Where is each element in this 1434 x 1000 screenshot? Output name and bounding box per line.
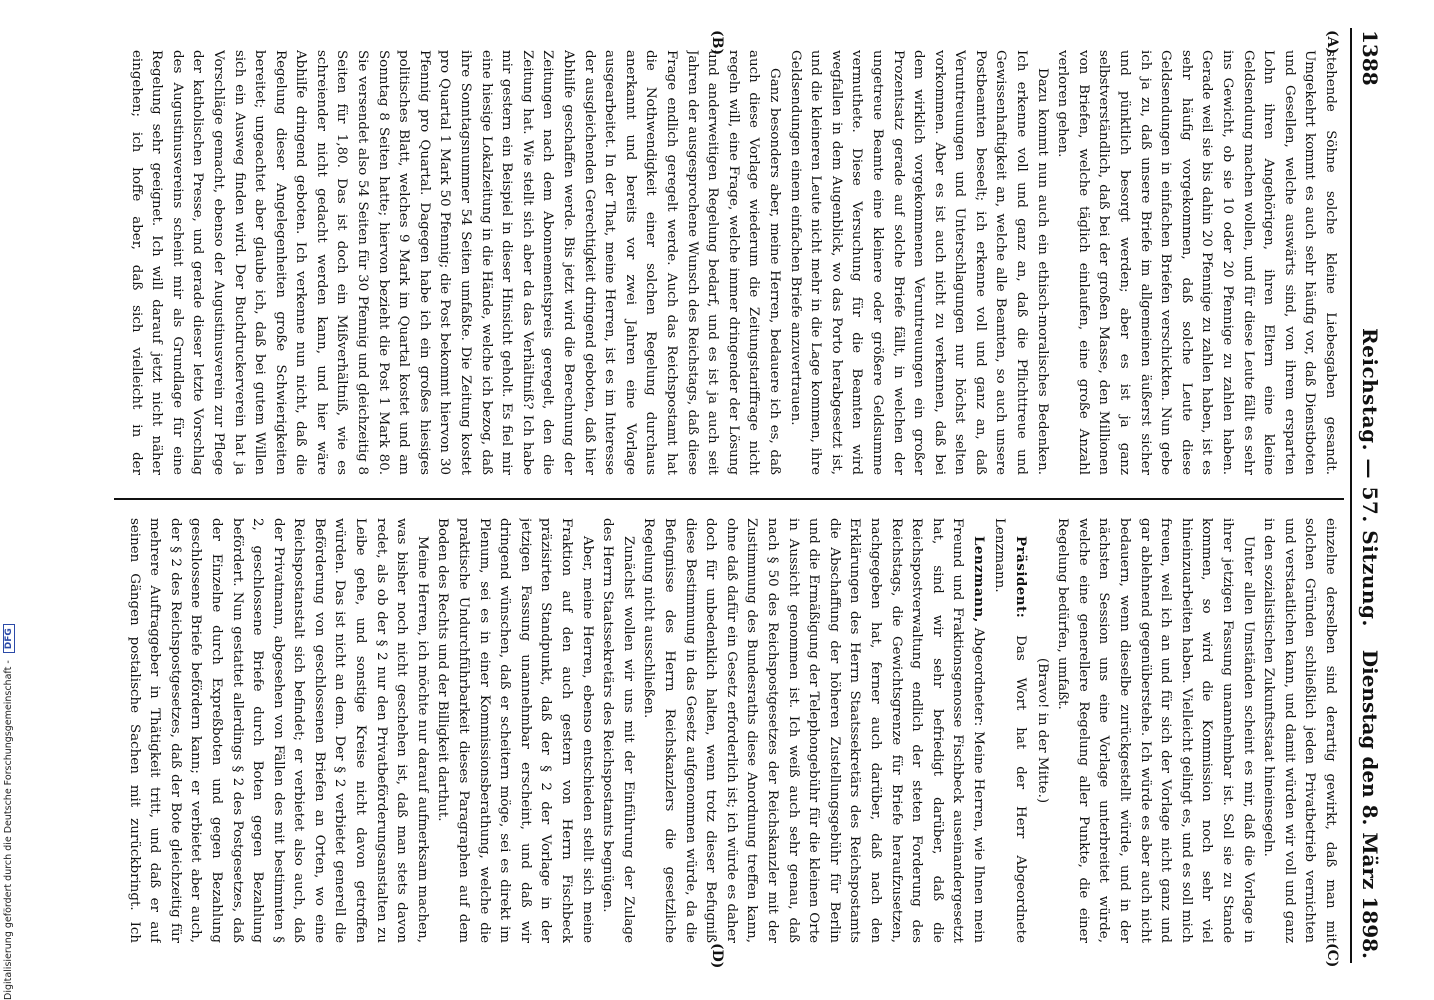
president-label: Präsident: [1013, 536, 1030, 619]
speaker-paragraph [638, 518, 989, 943]
paragraph: Ganz besonders aber, meine Herren, bedauere ich es, daß auch diese Vorlage wiederum die Zeitungstariffrage nicht regeln will, eine Frage, welche immer dringender der Lösung und anderweitigen Regelung bedarf, und es ist ja auch seit Jahren der ausgesprochene Wunsch des Reichstags, daß diese Frage endlich geregelt werde. Auch das Reichspostamt hat die Nothwendigkeit einer solchen Regelung durchaus anerkannt und bereits vor zwei Jahren eine Vorlage ausgearbeitet. In der That, meine Herren, ist es im Interesse der ausgleichenden Gerechtigkeit dringend geboten, daß hier Abhilfe geschaffen werde. Bis jetzt wird die Berechnung der Zeitungen nach dem Abonnementspreis geregelt, den die Zeitung hat. Wie stellt sich aber da das Verhältniß? Ich habe mir gestern ein Beispiel in dieser Hinsicht geholt. Es fiel mir eine hiesige Lokalzeitung in die Hände, welche ich bezog, daß ihre Sonntagsnummer 54 Seiten umfaßte. Die Zeitung kostet pro Quartal 1 Mark 50 Pfennig; die Post bekommt hiervon 30 Pfennig pro Quartal. Dagegen habe ich ein großes hiesiges politisches Blatt, welches 9 Mark im Quartal kostet und am Sonntag 8 Seiten hatte; hiervon bezieht die Post 1 Mark 80. Sie versendet also 54 Seiten für 30 Pfennig und gleichzeitig 8 Seiten für 1,80. Das ist doch ein Mißverhältniß, wie es schreiender nicht gedacht werden kann, und hier wäre Abhilfe dringend geboten. Ich verkenne nun nicht, daß die Regelung dieser Angelegenheiten große Schwierigkeiten bereitet; ungeachtet aber glaube ich, daß bei gutem Willen sich ein Ausweg finden wird. Der Buchdruckerverein hat ja Vorschläge gemacht, ebenso der Augustinusverein zur Pflege der katholischen Presse, und gerade dieser letzte Vorschlag des Augustinusvereins scheint mir als Grundlage für eine Regelung sehr geeignet. Ich will darauf jetzt nicht näher eingehen; ich hoffe aber, daß sich vielleicht in der [128, 50, 782, 475]
right-text-column [125, 518, 1340, 943]
paragraph: stehende Söhne solche kleine Liebesgaben gesandt. Umgekehrt kommt es auch sehr häufig vor, daß Dienstboten und Gesellen, welche auswärts sind, von ihrem ersparten Lohn ihren Angehörigen, ihren Eltern eine kleine Geldsendung machen wollen, und für diese Leute fällt es sehr ins Gewicht, ob sie 10 oder 20 Pfennige zu zahlen haben. Gerade weil sie bis dahin 20 Pfennige zu zahlen haben, ist es sehr häufig vorgekommen, daß solche Leute diese Geldsendungen in einfachen Briefen verschickten. Nun gebe ich ja zu, daß unsere Briefe im allgemeinen äußerst sicher und pünktlich besorgt werden; aber es ist ja ganz selbstverständlich, daß bei der großen Masse, den Millionen von Briefen, welche täglich einlaufen, eine große Anzahl verloren gehen. [1055, 50, 1338, 475]
rotated-page-content [80, 28, 1390, 969]
president-text: Das Wort hat der Herr Abgeordnete Lenzmann. [992, 518, 1029, 943]
page-header [1350, 28, 1390, 963]
speaker-name: Lenzmann, [970, 536, 987, 623]
paragraph: Unter allen Umständen scheint es mir, daß die Vorlage in ihrer jetzigen Fassung unannehmbar ist. Soll sie zu Stande kommen, so wird die Kommission noch sehr viel hineinzuarbeiten haben. Vielleicht gelingt es, und es soll mich freuen, weil ich an und für sich der Vorlage nicht ganz und gar ablehnend gegenüberstehe. Ich würde es aber auch nicht bedauern, wenn dieselbe zurückgestellt würde, und in der nächsten Session uns eine Vorlage unterbreitet würde, welche eine generellere Regelung aller Punkte, die einer Regelung bedürfen, umfaßt. [1055, 518, 1256, 943]
left-text-column [125, 50, 1340, 475]
margin-marker-a: (A) [1324, 30, 1340, 55]
president-statement [989, 518, 1031, 943]
paragraph: Aber, meine Herren, ebenso entschieden stellt sich meine Fraktion auf den auch gestern von Herrn Fischbeck präzisirten Standpunkt, daß der § 2 der Vorlage in der jetzigen Fassung unannehmbar erscheint, und daß wir dringend wünschen, daß er scheitern möge, sei es direkt im Plenum, sei es in einer Kommissionsberathung, welche die praktische Undurchführbarkeit dieses Paragraphen auf dem Boden des Rechts und der Billigkeit darthut. [435, 518, 595, 943]
page-title: Reichstag. — 57. Sitzung. [1358, 328, 1382, 627]
session-date: Dienstag den 8. März 1898. [1358, 649, 1382, 959]
margin-marker-b: (B) [709, 30, 725, 56]
header-rule [1350, 28, 1352, 963]
footer-credit: Digitalisierung gefördert durch die Deutsche Forschungsgemeinschaft - [3, 660, 14, 1000]
paragraph: Meine Herren, ich möchte nur darauf aufmerksam machen, was bisher noch nicht geschehen ist, daß man stets davon redet, als ob der § 2 nur den Privatbeförderungsanstalten zu Leibe gehe, und sonstige Kreise nicht davon getroffen würden. Das ist nicht an dem. Der § 2 verbietet generell die Beförderung von geschlossenen Briefen an Orten, wo eine Reichspostanstalt sich befindet; er verbietet also auch, daß der Privatmann, abgesehen von Fällen des mit bestimmten § 2, geschlossene Briefe durch Boten gegen Bezahlung befördert. Nun gestattet allerdings § 2 des Postgesetzes, daß der Einzelne durch Expreßboten und gegen Bezahlung geschlossene Briefe befördern kann; er verbietet aber auch, der § 2 des Reichspostgesetzes, daß der Bote gleichzeitig für mehrere Auftraggeber in Thätigkeit tritt, und daß er auf seinen Gängen postalische Sachen mit zurückbringt. Ich [126, 518, 430, 943]
column-divider [114, 498, 1344, 500]
page-number: 1388 [1358, 30, 1382, 86]
margin-marker-c: (C) [1324, 943, 1340, 968]
applause-note: (Bravo! in der Mitte.) [1034, 657, 1050, 804]
footer-text-wrap [3, 624, 15, 1000]
paragraph: Dazu kommt nun auch ein ethisch-moralisches Bedenken. Ich erkenne voll und ganz an, daß die Pflichttreue und Gewissenhaftigkeit an, welche alle Beamten, so auch unsere Postbeamten beseelt; ich erkenne voll und ganz an, daß Veruntreuungen und Unterschlagungen nur höchst selten vorkommen. Aber es ist auch nicht zu verkennen, daß bei dem wirklich vorgekommenen Veruntreuungen ein großer Prozentsatz gerade auf solche Briefe fällt, in welchen der ungetreue Beamte eine kleinere oder größere Geldsumme vermuthete. Diese Versuchung für die Beamten wird wegfallen in dem Augenblick, wo das Porto herabgesetzt ist, und die kleineren Leute nicht mehr in die Lage kommen, ihre Geldsendungen einem einfachen Briefe anzuvertrauen. [787, 50, 1050, 475]
margin-marker-d: (D) [709, 943, 725, 969]
paragraph: einzelne derselben sind derartig gewirkt, daß man mit solchen Gründen schließlich jeden Privatbetrieb vernichten und verstaatlichen kann, und damit würden wir voll und ganz in den sozialistischen Zukunftsstaat hineinsegeln. [1261, 518, 1338, 943]
speech-text: Meine Herren, wie Ihnen mein Freund und Fraktionsgenosse Fischbeck auseinandergesetzt hat, sind wir sehr befriedigt darüber, daß die Reichspostverwaltung endlich der steten Forderung des Reichstags, die Gewichtsgrenze für Briefe heraufzusetzen, nachgegeben hat, ferner auch darüber, daß nach den Erklärungen des Herrn Staatssekretärs des Reichspostamts die Abschaffung der höheren Zustellungsgebühr für Berlin und die Ermäßigung der Telephongebühr für die kleinen Orte in Aussicht genommen ist. Ich weiß auch sehr genau, daß nach § 50 des Reichspostgesetzes der Reichskanzler mit der Zustimmung des Bundesraths diese Anordnung treffen kann, ohne daß dafür ein Gesetz erforderlich ist; ich würde es daher doch für unbedenklich halten, wenn trotz dieser Befugniß diese Bestimmung in das Gesetz aufgenommen würde, da die Befugnisse des Herrn Reichskanzlers die gesetzliche Regelung nicht ausschließen. [641, 518, 986, 943]
speaker-role: Abgeordneter: [970, 627, 986, 727]
paragraph: Zunächst wollen wir uns mit der Einführung der Zulage des Herrn Staatssekretärs des Reichspostamts begnügen. [600, 518, 636, 943]
dfg-logo: DFG [3, 624, 15, 653]
